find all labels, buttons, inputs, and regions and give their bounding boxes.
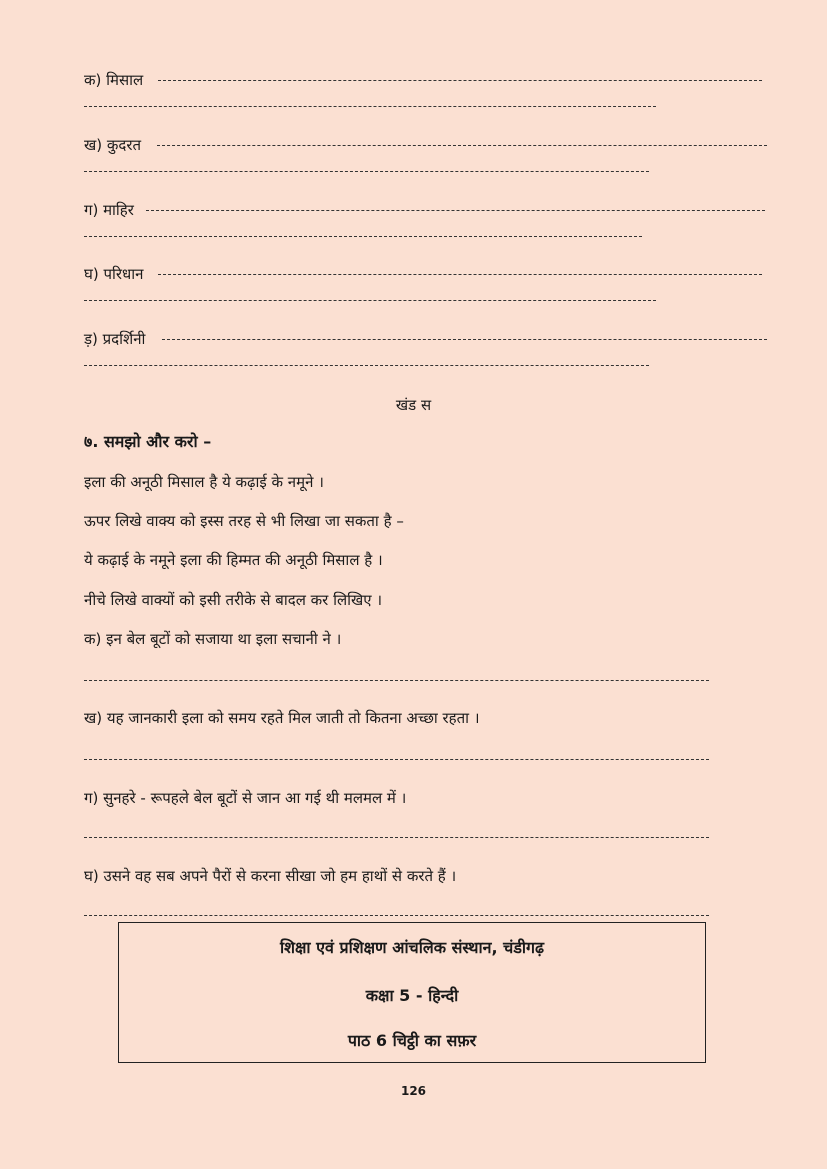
answer-line	[84, 236, 642, 237]
answer-line	[162, 339, 767, 340]
institute-name: शिक्षा एवं प्रशिक्षण आंचलिक संस्थान, चंडीगढ़	[279, 938, 545, 957]
instruction-line-4: नीचे लिखे वाक्यों को इसी तरीके से बादल कर लिखिए ।	[84, 591, 383, 609]
footer-box	[118, 922, 706, 1063]
class-subject: कक्षा 5 - हिन्दी	[365, 986, 459, 1005]
answer-line	[84, 759, 709, 760]
word-row-5: ड़) प्रदर्शिनी	[84, 330, 146, 348]
section-title: खंड स	[395, 396, 432, 414]
instruction-line-1: इला की अनूठी मिसाल है ये कढ़ाई के नमूने ।	[84, 473, 324, 491]
answer-line	[84, 365, 649, 366]
word-row-3: ग) माहिर	[84, 201, 134, 219]
answer-line	[157, 145, 767, 146]
answer-line	[84, 837, 709, 838]
answer-line	[84, 915, 709, 916]
lesson-title: पाठ 6 चिट्ठी का सफ़र	[347, 1031, 477, 1050]
answer-line	[158, 80, 762, 81]
word-row-4: घ) परिधान	[84, 265, 144, 283]
word-row-2: ख) कुदरत	[84, 136, 142, 154]
question-title: ७. समझो और करो –	[84, 432, 212, 451]
sentence-3: ग) सुनहरे - रूपहले बेल बूटों से जान आ गई थी मलमल में ।	[84, 789, 407, 807]
answer-line	[158, 274, 762, 275]
page-number: 126	[400, 1084, 427, 1098]
instruction-line-2: ऊपर लिखे वाक्य को इस्स तरह से भी लिखा जा सकता है –	[84, 512, 404, 530]
answer-line	[84, 171, 649, 172]
instruction-line-3: ये कढ़ाई के नमूने इला की हिम्मत की अनूठी मिसाल है ।	[84, 551, 383, 569]
answer-line	[84, 300, 656, 301]
sentence-4: घ) उसने वह सब अपने पैरों से करना सीखा जो हम हाथों से करते हैं ।	[84, 867, 457, 885]
answer-line	[84, 680, 709, 681]
answer-line	[84, 106, 656, 107]
sentence-1: क) इन बेल बूटों को सजाया था इला सचानी ने ।	[84, 630, 342, 648]
word-row-1: क) मिसाल	[84, 71, 144, 89]
answer-line	[146, 210, 765, 211]
sentence-2: ख) यह जानकारी इला को समय रहते मिल जाती तो कितना अच्छा रहता ।	[84, 709, 480, 727]
